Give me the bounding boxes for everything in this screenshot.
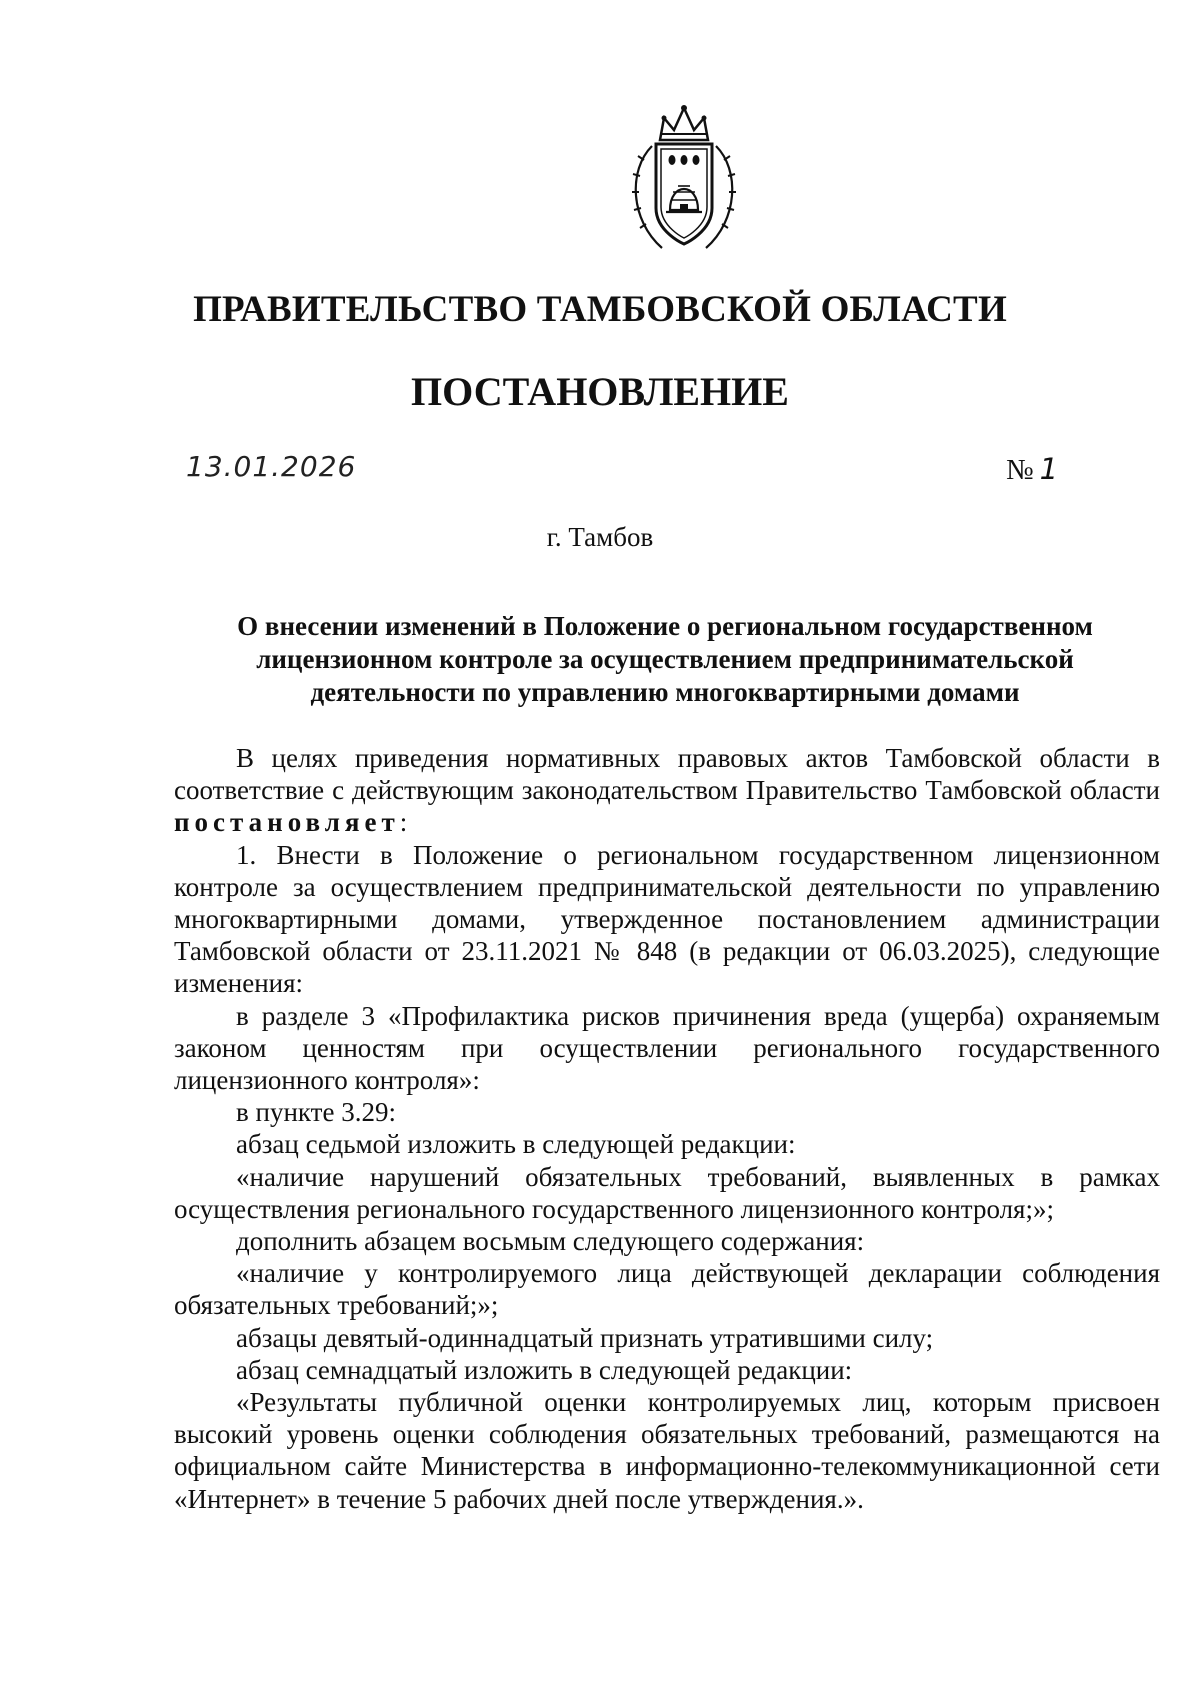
document-type: ПОСТАНОВЛЕНИЕ bbox=[411, 369, 789, 414]
organization-name: ПРАВИТЕЛЬСТВО ТАМБОВСКОЙ ОБЛАСТИ bbox=[193, 289, 1007, 330]
paragraph: 1. Внести в Положение о региональном государственном лицензионном контроле за осуществлением предпринимательской деятельности по управлению многоквартирными домами, утвержденное постановлением администрации Тамбовской области от 23.11.2021 № 848 (в редакции от 06.03.2025), следующие изменения: bbox=[174, 839, 1160, 999]
document-body bbox=[174, 742, 1160, 1515]
decree-word: постановляет bbox=[174, 807, 400, 838]
city: г. Тамбов bbox=[546, 522, 654, 552]
intro-colon: : bbox=[399, 807, 408, 838]
paragraph: «наличие у контролируемого лица действующей декларации соблюдения обязательных требований;»; bbox=[174, 1258, 1160, 1321]
document-title: О внесении изменений в Положение о региональном государственном лицензионном контроле за осуществлением предпринимательской деятельности по управлению многоквартирными домами bbox=[237, 611, 1093, 707]
paragraph: дополнить абзацем восьмым следующего содержания: bbox=[236, 1226, 865, 1257]
document-date: 13.01.2026 bbox=[186, 450, 357, 483]
paragraph: «Результаты публичной оценки контролируемых лиц, которым присвоен высокий уровень оценки соблюдения обязательных требований, размещаются на официальном сайте Министерства в информационно-телекоммуникационной сети «Интернет» в течение 5 рабочих дней после утверждения.». bbox=[174, 1387, 1160, 1514]
paragraph: абзацы девятый-одиннадцатый признать утратившими силу; bbox=[236, 1322, 934, 1353]
paragraph: в разделе 3 «Профилактика рисков причинения вреда (ущерба) охраняемым законом ценностям при осуществлении регионального государственного лицензионного контроля»: bbox=[174, 1000, 1160, 1096]
paragraph: абзац семнадцатый изложить в следующей редакции: bbox=[236, 1354, 853, 1385]
coat-of-arms-icon bbox=[622, 100, 746, 258]
paragraph: в пункте 3.29: bbox=[236, 1097, 396, 1128]
number-sign: № bbox=[1006, 454, 1034, 486]
intro-text: В целях приведения нормативных правовых актов Тамбовской области в соответствие с действующим законодательством Правительство Тамбовской области bbox=[174, 743, 1160, 806]
paragraph: абзац седьмой изложить в следующей редакции: bbox=[236, 1129, 796, 1160]
number-value: 1 bbox=[1039, 452, 1059, 486]
document-number bbox=[1006, 452, 1058, 487]
intro-paragraph bbox=[174, 742, 1160, 839]
paragraph: «наличие нарушений обязательных требований, выявленных в рамках осуществления регионального государственного лицензионного контроля;»; bbox=[174, 1161, 1160, 1224]
